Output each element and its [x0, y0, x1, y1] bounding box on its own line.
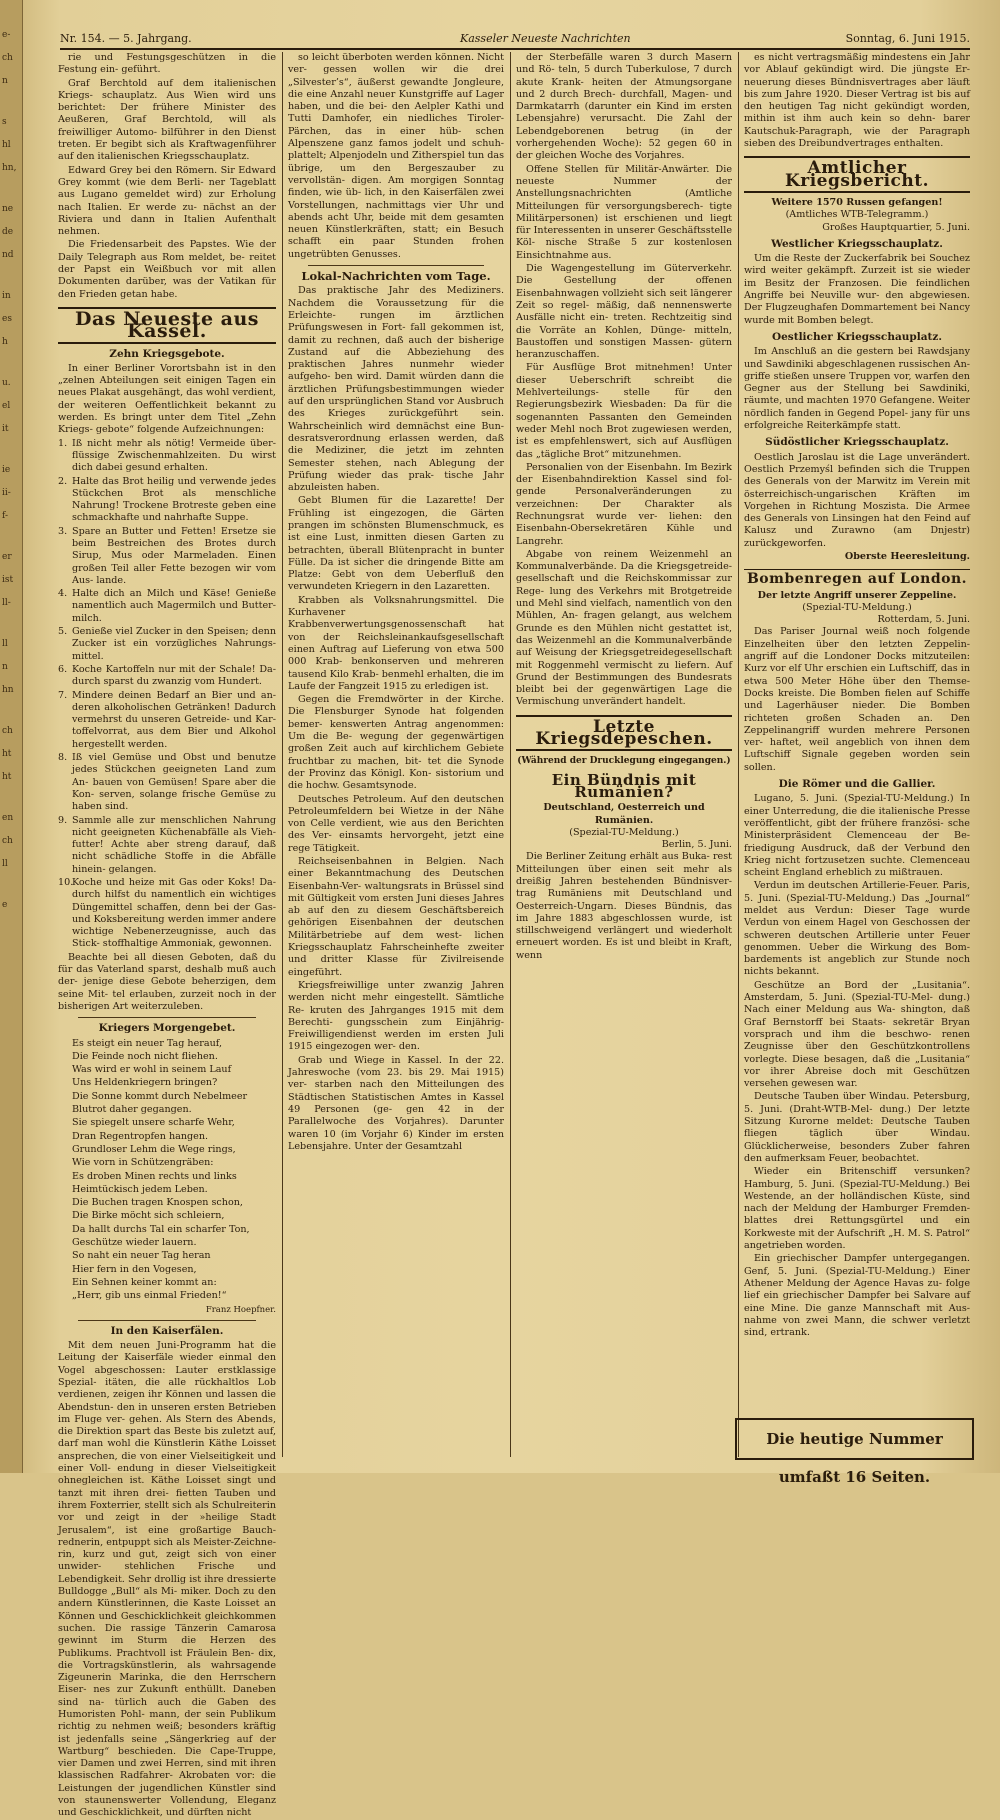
- poem-line: „Herr, gib uns einmal Frieden!“: [72, 1290, 227, 1302]
- article-paragraph: Die Friedensarbeit des Papstes. Wie der Daily Telegraph aus Rom meldet, be- reitet der Papst ein Weißbuch vor mit allen Dokumenten darüber, was der Vatikan für den Frieden getan habe.: [58, 239, 276, 300]
- gebot-text: Genieße viel Zucker in den Speisen; denn Zucker ist ein vorzügliches Nahrungs- mittel.: [72, 626, 276, 662]
- edge-fragment: nd: [2, 250, 14, 260]
- gebot-text: Sammle alle zur menschlichen Nahrung nicht geeigneten Küchenabfälle als Vieh- futter! Achte aber streng darauf, daß nicht schädliche Stoffe in die Abfälle hinein- gelangen.: [72, 814, 276, 875]
- section-headline: Letzte Kriegsdepeschen.: [516, 715, 732, 752]
- gebot-item: [58, 438, 276, 475]
- edge-fragment: e-: [2, 30, 11, 40]
- poem-line: Geschütze wieder lauern.: [72, 1237, 197, 1249]
- poem-line: Wie vorn in Schützengräben:: [72, 1157, 214, 1169]
- gebot-number: 5.: [58, 626, 68, 638]
- gebot-item: [58, 626, 276, 663]
- poem-line: So naht ein neuer Tag heran: [72, 1250, 211, 1262]
- edge-fragment: ht: [2, 772, 12, 782]
- news-item: Abgabe von reinem Weizenmehl an Kommunalverbände. Da die Kriegsgetreide- gesellschaft und die Reichskommissar zur Rege- lung des Verkehrs mit Brotgetreide und Mehl sind vielfach, namentlich von den Mühlen, An- fragen gelangt, aus welchem Grunde es den Mühlen nicht gestattet ist, das Weizenmehl an die Kommunalverbände auf Weisung der Kriegsgetreidegesellschaft mit Roggenmehl vermischt zu liefern. Auf Grund der Bestimmungen des Bundesrats bleibt bei der gegenwärtigen Lage die Vermischung unverändert handelt.: [516, 548, 732, 708]
- article-paragraph: Um die Reste der Zuckerfabrik bei Souchez wird weiter gekämpft. Zurzeit ist sie wieder im Besitz der Franzosen. Die feindlichen Angriffe bei Neuville wur- den abgewiesen. Der Flugzeughafen Dommartement bei Nancy wurde mit Bomben belegt.: [744, 253, 970, 326]
- news-agency: (Spezial-TU-Meldung.): [802, 601, 912, 613]
- gebot-item: [58, 664, 276, 689]
- front-title: Westlicher Kriegsschauplatz.: [771, 237, 943, 250]
- article-paragraph: Im Anschluß an die gestern bei Rawdsjany und Sawdiniki abgeschlagenen russischen An- griffe stießen unsere Truppen vor, warfen den Gegner aus der Stellung bei Sawdiniki, räumte, und machten 1970 Gefangene. Weiter nördlich fanden in Gegend Popel- jany für uns erfolgreiche Reiterkämpfe statt.: [744, 346, 970, 432]
- gebot-text: Iß viel Gemüse und Obst und benutze jedes Stückchen geeigneten Land zum An- bauen von Gemüsen! Spare aber die Kon- serven, solange frische Gemüse zu haben sind.: [72, 752, 276, 813]
- column-2: [288, 52, 504, 1457]
- gebote-list: [58, 438, 276, 951]
- news-item: Grab und Wiege in Kassel. In der 22. Jahreswoche (vom 23. bis 29. Mai 1915) ver- starben nach den Mitteilungen des Städtischen Statistischen Amtes in Kassel 49 Personen (ge- gen 42 in der Parallelwoche des Vorjahres). Darunter waren 10 (im Vorjahr 6) Kinder im ersten Lebensjahre. Unter der Gesamtzahl: [288, 1054, 504, 1152]
- gebot-item: [58, 526, 276, 587]
- gebot-item: [58, 690, 276, 751]
- news-item: Reichseisenbahnen in Belgien. Nach einer Bekanntmachung des Deutschen Eisenbahn-Ver- waltungsrats in Brüssel sind mit Gültigkeit vom ersten Juni dieses Jahres ab auf den zu diesem Geschäftsbereich gehörigen Eisenbahnen der deutschen Militärbetriebe auf dem west- lichen Kriegsschauplatz Fahrscheinhefte zweiter und dritter Klasse für Zivilreisende eingeführt.: [288, 856, 504, 978]
- article-paragraph: Die Berliner Zeitung erhält aus Buka- rest Mitteilungen über einen seit mehr als dreißig Jahren bestehenden Bündnisver- trag Rumäniens mit Deutschland und Oesterreich-Ungarn. Dieses Bündnis, das im Jahre 1883 abgeschlossen wurde, ist stillschweigend verlängert und wiederholt erneuert worden. Es ist und bleibt in Kraft, wenn: [516, 851, 732, 961]
- edge-fragment: ch: [2, 53, 13, 63]
- gebot-text: Koche und heize mit Gas oder Koks! Da- durch hilfst du namentlich ein wichtiges Düngemittel schaffen, denn bei der Gas- und Koksbereitung werden immer andere wichtige Nebenerzeugnisse, auch das Stick- stoffhaltige Ammoniak, gewonnen.: [72, 877, 276, 950]
- article-paragraph: In einer Berliner Vorortsbahn ist in den „zelnen Abteilungen seit einigen Tagen ein neues Plakat ausgehängt, das wohl verdient, der weiteren Oeffentlichkeit bekannt zu werden. Es bringt unter dem Titel „Zehn Kriegs- gebote“ folgende Aufzeichnungen:: [58, 362, 276, 436]
- article-paragraph: es nicht vertragsmäßig mindestens ein Jahr vor Ablauf gekündigt wird. Die jüngste Er- neuerung dieses Bündnisvertrages aber läuft bis zum Jahre 1920. Dieser Vertrag ist bis auf den heutigen Tag nicht gekündigt worden, mithin ist ihm auch kein so dehn- barer Kautschuk-Paragraph, wie der Paragraph sieben des Dreibundvertrages enthalten.: [744, 52, 970, 150]
- edge-fragment: ll-: [2, 598, 11, 608]
- column-4: [744, 52, 970, 1412]
- gebot-number: 2.: [58, 475, 68, 487]
- edge-fragment: ht: [2, 749, 12, 759]
- edge-fragment: ii-: [2, 488, 11, 498]
- report-signature: Oberste Heeresleitung.: [844, 550, 970, 562]
- poem-line: Die Buchen tragen Knospen schon,: [72, 1197, 243, 1209]
- news-item: Personalien von der Eisenbahn. Im Bezirk der Eisenbahndirektion Kassel sind fol- gende Personalveränderungen zu verzeichnen: Der Charakter als Rechnungsrat wurde ver- liehen: den Eisenbahn-Obersekretären Kühle und Langrehr.: [516, 461, 732, 547]
- gebot-number: 3.: [58, 525, 68, 537]
- article-paragraph: so leicht überboten werden können. Nicht ver- gessen wollen wir die drei „Silvester’s“, äußerst gewandte Jongleure, die eine Anzahl neuer Kunstgriffe auf Lager haben, und die bei- den Aelpler Kathi und Tutti Damhofer, ein niedliches Tiroler-Pärchen, das in einer hüb- schen Alpenszene ganz famos jodelt und schuh- plattelt; Alpenjodeln und Zitherspiel tun das übrige, um den Bergeszauber zu vervollstän- digen. Am morgigen Sonntag finden, wie üb- lich, in den Kaiserfälen zwei Vorstellungen, nachmittags vier Uhr und abends acht Uhr, beide mit dem gesamten neuen Künstlerkräften, statt; ein Besuch schafft ein paar Stunden frohen ungetrübten Genusses.: [288, 52, 504, 260]
- article-paragraph: Geschütze an Bord der „Lusitania“. Amsterdam, 5. Juni. (Spezial-TU-Mel- dung.) Nach einer Meldung aus Wa- shington, daß Graf Bernstorff bei Staats- sekretär Bryan vorsprach und ihm die beschwo- renen Zeugnisse über den Geschützkontrollens vorlegte. Diese besagen, daß die „Lusitania“ vor ihrer Abreise doch mit Geschützen versehen gewesen war.: [744, 979, 970, 1090]
- poem-line: Grundloser Lehm die Wege rings,: [72, 1143, 236, 1155]
- edge-fragment: h: [2, 337, 8, 347]
- gebot-text: Iß nicht mehr als nötig! Vermeide über- flüssige Zwischenmahlzeiten. Du wirst dich dabei gesund erhalten.: [72, 437, 276, 474]
- article-paragraph: der Sterbefälle waren 3 durch Masern und Rö- teln, 5 durch Tuberkulose, 7 durch akute Krank- heiten der Atmungsorgane und 2 durch Brech- durchfall, Magen- und Darmkatarrh (darunter ein Kind im ersten Lebensjahre) verursacht. Die Zahl der Lebendgeborenen betrug (in der vorhergehenden Woche): 52 gegen 60 in der gleichen Woche des Vorjahres.: [516, 52, 732, 162]
- dateline: Berlin, 5. Juni.: [661, 839, 732, 851]
- edge-fragment: ll: [2, 639, 8, 649]
- news-item: Gebt Blumen für die Lazarette! Der Frühling ist eingezogen, die Gärten prangen im schönsten Blumenschmuck, es ist eine Lust, inmitten diesen Garten zu betrachten, überall Blütenpracht in bunter Fülle. Da ist sicher die dringende Bitte am Platze: Gebt von dem Ueberfluß den verwundeten Kriegern in den Lazaretten.: [288, 495, 504, 593]
- poem-line: Dran Regentropfen hangen.: [72, 1130, 209, 1142]
- news-item: Für Ausflüge Brot mitnehmen! Unter dieser Ueberschrift schreibt die Mehlverteilungs- stelle für den Regierungsbezirk Wiesbaden: Da für die sogenannten Passanten den Gemeinden weder Mehl noch Brot zugewiesen werden, ist es empfehlenswert, sich auf Ausflügen das „tägliche Brot“ mitzunehmen.: [516, 362, 732, 460]
- edge-fragment: u.: [2, 378, 11, 388]
- section-title: Lokal-Nachrichten vom Tage.: [301, 269, 491, 284]
- edge-fragment: ne: [2, 204, 14, 214]
- news-item: Deutsches Petroleum. Auf den deutschen Petroleumfeldern bei Wietze in der Nähe von Celle verdient, wie aus den Berichten des Ver- einsamts hervorgeht, jetzt eine rege Tätigkeit.: [288, 793, 504, 854]
- issue-number: Nr. 154. — 5. Jahrgang.: [60, 32, 192, 45]
- dateline: Großes Hauptquartier, 5. Juni.: [822, 221, 970, 233]
- article-subheadline: Der letzte Angriff unserer Zeppeline.: [757, 589, 957, 601]
- article-paragraph: rie und Festungsgeschützen in die Festung ein- geführt.: [58, 52, 276, 76]
- poem-line: Die Sonne kommt durch Nebelmeer: [72, 1090, 248, 1102]
- article-title: Zehn Kriegsgebote.: [109, 347, 225, 360]
- poem-line: Hier fern in den Vogesen,: [72, 1263, 197, 1275]
- edge-fragment: ch: [2, 836, 13, 846]
- gebot-text: Spare an Butter und Fetten! Ersetze sie beim Bestreichen des Brotes durch Sirup, Mus oder Marmeladen. Einen großen Teil aller Fette bezogen wir vom Aus- lande.: [72, 525, 276, 586]
- article-paragraph: Edward Grey bei den Römern. Sir Edward Grey kommt (wie dem Berli- ner Tageblatt aus Lugano gemeldet wird) zur Erholung nach Italien. Er werde zu- nächst an der Riviera und dann in Italien Aufenthalt nehmen.: [58, 164, 276, 238]
- gebot-number: 8.: [58, 752, 68, 764]
- news-item: Das praktische Jahr des Mediziners. Nachdem die Voraussetzung für die Erleichte- rungen im ärztlichen Prüfungswesen in Fort- fall gekommen ist, damit zu rechnen, daß auch der bisherige Zustand auf die Abbeziehung des praktischen Jahres nunmehr wieder aufgeho- ben wird. Damit würden dann die ärztlichen Prüfungsbestimmungen wieder auf den ursprünglichen Stand vor Ausbruch des Krieges zurückgeführt sein. Wahrscheinlich wird demnächst eine Bun- desratsverordnung erlassen werden, daß die Mediziner, die jetzt im zehnten Semester stehen, nach Ablegung der Prüfung wieder das prak- tische Jahr abzuleisten haben.: [288, 285, 504, 494]
- edge-fragment: en: [2, 813, 14, 823]
- edge-fragment: n: [2, 662, 8, 672]
- edge-fragment: e: [2, 900, 8, 910]
- gebot-text: Halte das Brot heilig und verwende jedes Stückchen Brot als menschliche Nahrung! Trockene Brotreste geben eine schmackhafte und nahrhafte Suppe.: [72, 475, 276, 524]
- issue-date: Sonntag, 6. Juni 1915.: [845, 32, 970, 45]
- gebot-item: [58, 815, 276, 876]
- column-1: [58, 52, 276, 1819]
- poem-line: Die Feinde noch nicht fliehen.: [72, 1050, 218, 1062]
- poem-line: Blutrot daher gegangen.: [72, 1104, 192, 1116]
- column-rule: [282, 52, 283, 1457]
- edge-fragment: hn,: [2, 163, 17, 173]
- article-paragraph: Beachte bei all diesen Geboten, daß du für das Vaterland sparst, deshalb muß auch der- jenige diese Gebote beherzigen, dem seine Mit- tel erlauben, zurzeit noch in der bisherigen Art weiterzuleben.: [58, 951, 276, 1012]
- article-subheadline: Deutschland, Oesterreich und Rumänien.: [543, 802, 705, 826]
- edge-fragment: n: [2, 76, 8, 86]
- front-title: Oestlicher Kriegsschauplatz.: [771, 330, 943, 343]
- poem-line: Sie spiegelt unsere scharfe Wehr,: [72, 1117, 235, 1129]
- article-paragraph: Das Pariser Journal weiß noch folgende Einzelheiten über den letzten Zeppelin- angriff auf die Londoner Docks mitzuteilen: Kurz vor elf Uhr erschien ein Luftschiff, das in etwa 500 Meter Höhe über den Themse-Docks kreiste. Die Bomben fielen auf Schiffe und Lagerhäuser nieder. Die Bomben richteten großen Schaden an. Den Zeppelinangriff wurden mehrere Personen ver- haftet, weil angeblich von ihnen dem Luftschiff Signale gegeben worden sein sollen.: [744, 626, 970, 773]
- news-item: Gegen die Fremdwörter in der Kirche. Die Flensburger Synode hat folgenden bemer- kenswerten Antrag angenommen: Um die Be- wegung der gegenwärtigen großen Zeit auch auf kirchlichem Gebiete fruchtbar zu machen, bit- tet die Synode der Provinz das Königl. Kon- sistorium und die hochw. Gesamtsynode.: [288, 694, 504, 792]
- column-rule: [510, 52, 511, 1457]
- edge-fragment: el: [2, 401, 11, 411]
- gebot-number: 4.: [58, 588, 68, 600]
- gebot-item: [58, 752, 276, 813]
- article-paragraph: Graf Berchtold auf dem italienischen Kriegs- schauplatz. Aus Wien wird uns berichtet: Der frühere Minister des Aeußeren, Graf Berchtold, will als freiwilliger Automo- bilführer in den Dienst treten. Er begibt sich als Kraftwagenführer auf den italienischen Kriegsschauplatz.: [58, 77, 276, 163]
- edge-fragment: in: [2, 291, 11, 301]
- poem-line: Ein Sehnen keiner kommt an:: [72, 1276, 217, 1288]
- article-paragraph: Lugano, 5. Juni. (Spezial-TU-Meldung.) In einer Unterredung, die die italienische Presse veröffentlicht, gibt der frühere französi- sche Ministerpräsident Clemenceau der Be- friedigung Ausdruck, daß der Verbund den Krieg nicht fortzusetzen suchte. Clemenceau scheint England erheblich zu mißtrauen.: [744, 793, 970, 879]
- news-item: Offene Stellen für Militär-Anwärter. Die neueste Nummer der Anstellungsnachrichten (Amtliche Mitteilungen für versorgungsberech- tigte Militärpersonen) ist erschienen und liegt für Interessenten in unserer Geschäftsstelle Köl- nische Straße 5 zur kostenlosen Einsichtnahme aus.: [516, 163, 732, 261]
- gebot-number: 9.: [58, 814, 68, 826]
- article-headline: Bombenregen auf London.: [744, 569, 970, 585]
- poem-author: Franz Hoepfner.: [205, 1304, 276, 1315]
- divider: [308, 265, 484, 266]
- gebot-item: [58, 588, 276, 625]
- edge-fragment: it: [2, 424, 9, 434]
- gebot-number: 1.: [58, 437, 68, 449]
- news-item: Die Wagengestellung im Güterverkehr. Die Gestellung der offenen Eisenbahnwagen vollzieht sich seit längerer Zeit so regel- mäßig, daß nennenswerte Ausfälle nicht ein- treten. Rechtzeitig sind die Vorräte an Kohlen, Dünge- mitteln, Baustoffen und sonstigen Massen- gütern heranzuschaffen.: [516, 263, 732, 361]
- gebot-item: [58, 877, 276, 951]
- article-subheadline: Weitere 1570 Russen gefangen!: [771, 196, 943, 208]
- poem: [58, 1038, 276, 1303]
- poem-line: Was wird er wohl in seinem Lauf: [72, 1064, 232, 1076]
- poem-line: Es steigt ein neuer Tag herauf,: [72, 1037, 223, 1049]
- page-count-box: Die heutige Nummer umfaßt 16 Seiten.: [735, 1418, 974, 1460]
- news-item: Krabben als Volksnahrungsmittel. Die Kurhavener Krabbenverwertungsgenossenschaft hat von der Reichsleinankaufsgesellschaft einen Auftrag auf Lieferung von etwa 500 000 Krab- benkonserven und mehreren tausend Kilo Krab- benmehl erhalten, die im Laufe der Fangzeit 1915 zu erledigen ist.: [288, 594, 504, 692]
- poem-line: Es droben Minen rechts und links: [72, 1170, 237, 1182]
- edge-fragment: es: [2, 314, 12, 324]
- edge-fragment: hl: [2, 140, 11, 150]
- divider: [78, 1320, 256, 1321]
- poem-line: Da hallt durchs Tal ein scharfer Ton,: [72, 1223, 250, 1235]
- page-header: [60, 30, 970, 50]
- article-title: Die Römer und die Gallier.: [778, 778, 936, 791]
- edge-fragment: ist: [2, 575, 14, 585]
- gebot-text: Mindere deinen Bedarf an Bier und an- deren alkoholischen Getränken! Dadurch vermehrst du unseren Getreide- und Kar- toffelvorrat, aus dem Bier und Alkohol hergestellt werden.: [72, 689, 276, 750]
- news-agency: (Spezial-TU-Meldung.): [569, 826, 679, 838]
- newspaper-title: Kasseler Neueste Nachrichten: [460, 32, 631, 45]
- article-paragraph: Deutsche Tauben über Windau. Petersburg, 5. Juni. (Draht-WTB-Mel- dung.) Der letzte Sitzung Kurorne meldet: Deutsche Tauben fliegen täglich über Windau. Glücklicherweise, besonders Zuber fahren den aufmerksam Feuer, beobachtet.: [744, 1091, 970, 1164]
- article-title: In den Kaiserfälen.: [110, 1324, 224, 1337]
- divider: [78, 1017, 256, 1018]
- news-item: Kriegsfreiwillige unter zwanzig Jahren werden nicht mehr eingestellt. Sämtliche Re- kruten des Jahrganges 1915 mit dem Berechti- gungsschein zum Einjährig-Freiwilligendienst werden im ersten Juli 1915 eingezogen wer- den.: [288, 979, 504, 1053]
- article-paragraph: Oestlich Jaroslau ist die Lage unverändert. Oestlich Przemyśl befinden sich die Truppen des Generals von der Marwitz im Verein mit österreichisch-ungarischen Kräften im Vorgehen in Richtung Moszista. Die Armee des Generals von Linsingen hat den Feind auf Kalusz und Zurawno (am Dnjestr) zurückgeworfen.: [744, 451, 970, 549]
- gebot-item: [58, 476, 276, 525]
- gebot-number: 10.: [58, 877, 74, 888]
- poem-line: Uns Heldenkriegern bringen?: [72, 1077, 218, 1089]
- local-news-continued: [516, 164, 732, 709]
- headline-note: (Während der Drucklegung eingegangen.): [517, 756, 731, 767]
- column-3: [516, 52, 732, 1457]
- section-headline: Amtlicher Kriegsbericht.: [744, 156, 970, 193]
- edge-fragment: f-: [2, 511, 9, 521]
- poem-title: Kriegers Morgengebet.: [98, 1022, 236, 1035]
- column-rule: [738, 52, 739, 1457]
- adjacent-page-edge: [0, 0, 23, 1473]
- local-news: [288, 285, 504, 1153]
- poem-line: Heimtückisch jedem Leben.: [72, 1183, 208, 1195]
- edge-fragment: ll: [2, 859, 8, 869]
- edge-fragment: ie: [2, 465, 11, 475]
- article-paragraph: Wieder ein Britenschiff versunken? Hamburg, 5. Juni. (Spezial-TU-Meldung.) Bei Westende, an der holländischen Küste, sind nach der Meldung der Hamburger Fremden- blattes drei Rettungsgürtel und ein Korkweste mit der Aufschrift „H. M. S. Patrol“ angetrieben worden.: [744, 1166, 970, 1252]
- gebot-number: 7.: [58, 689, 68, 701]
- section-headline: Das Neueste aus Kassel.: [58, 307, 276, 344]
- edge-fragment: de: [2, 227, 14, 237]
- article-paragraph: Verdun im deutschen Artillerie-Feuer. Paris, 5. Juni. (Spezial-TU-Meldung.) Das „Journal“ meldet aus Verdun: Dieser Tage wurde Verdun von einem Hagel von Geschossen der schweren deutschen Artillerie unter Feuer genommen. Ueber die Wirkung des Bom- bardements ist angeblich zur Stunde noch nichts bekannt.: [744, 880, 970, 978]
- edge-fragment: s: [2, 117, 7, 127]
- edge-fragment: er: [2, 552, 12, 562]
- gebot-number: 6.: [58, 663, 68, 675]
- article-paragraph: Mit dem neuen Juni-Programm hat die Leitung der Kaiserfäle wieder einmal den Vogel abgeschossen: Lauter erstklassige Spezial- itäten, die alle rückhaltlos Lob verdienen, zeigen ihr Können und lassen die Abendstun- den in unseren ersten Betrieben im Fluge ver- gehen. Als Stern des Abends, die Direktion spart das Beste bis zuletzt auf, darf man wohl die Künstlerin Käthe Loisset ansprechen, die von einer Vielseitigkeit und einer Voll- endung in dieser Vielseitigkeit ohnegleichen ist. Käthe Loisset singt und tanzt mit ihren drei- fietten Tauben und ihrem Foxterrier, stellt sich als Schulreiterin vor und zeigt in der »heilige Stadt Jerusalem“, ist eine großartige Bauch- rednerin, entpuppt sich als Meister-Zeichne- rin, kurz und gut, zeigt sich von einer unwider- stehlichen Frische und Lebendigkeit. Sehr drollig ist ihre dressierte Bulldogge „Bull“ als Mi- miker. Doch zu den andern Künstlerinnen, die Kaste Loisset an Können und Geschicklichkeit gleichkommen suchen. Die rassige Tänzerin Camarosa gewinnt im Sturm die Herzen des Publikums. Prachtvoll ist Fräulein Ben- dix, die Vortragskünstlerin, als wahrsagende Zigeunerin Marinka, die den Herrschern Eiser- nes zur Zukunft enthüllt. Daneben sind na- türlich auch die Gaben des Humoristen Pohl- mann, der sein Publikum richtig zu nehmen weiß; besonders kräftig ist jedenfalls seine „Sängerkrieg auf der Wartburg“ beschieden. Die Cape-Truppe, vier Damen und zwei Herren, sind mit ihren klassischen Radfahrer- Akrobaten vor: die Leistungen der jugendlichen Künstler sind von staunenswerter Vollendung, Eleganz und Geschicklichkeit, und dürften nicht: [58, 1340, 276, 1819]
- gebot-text: Koche Kartoffeln nur mit der Schale! Da- durch sparst du zwanzig vom Hundert.: [72, 663, 276, 688]
- article-headline: Ein Bündnis mit Rumänien?: [551, 770, 697, 801]
- poem-line: Die Birke möcht sich schleiern,: [72, 1210, 225, 1222]
- article-paragraph: Ein griechischer Dampfer untergegangen. Genf, 5. Juni. (Spezial-TU-Meldung.) Einer Athener Meldung der Agence Havas zu- folge lief ein griechischer Dampfer bei Salvare auf eine Mine. Die ganze Mannschaft mit Aus- nahme von zwei Mann, die schwer verletzt sind, ertrank.: [744, 1253, 970, 1339]
- news-agency: (Amtliches WTB-Telegramm.): [785, 209, 929, 221]
- gebot-text: Halte dich an Milch und Käse! Genieße namentlich auch Magermilch und Butter- milch.: [72, 588, 276, 624]
- edge-fragment: hn: [2, 685, 14, 695]
- edge-fragment: ch: [2, 726, 13, 736]
- dateline: Rotterdam, 5. Juni.: [877, 614, 970, 626]
- front-title: Südöstlicher Kriegsschauplatz.: [765, 436, 949, 449]
